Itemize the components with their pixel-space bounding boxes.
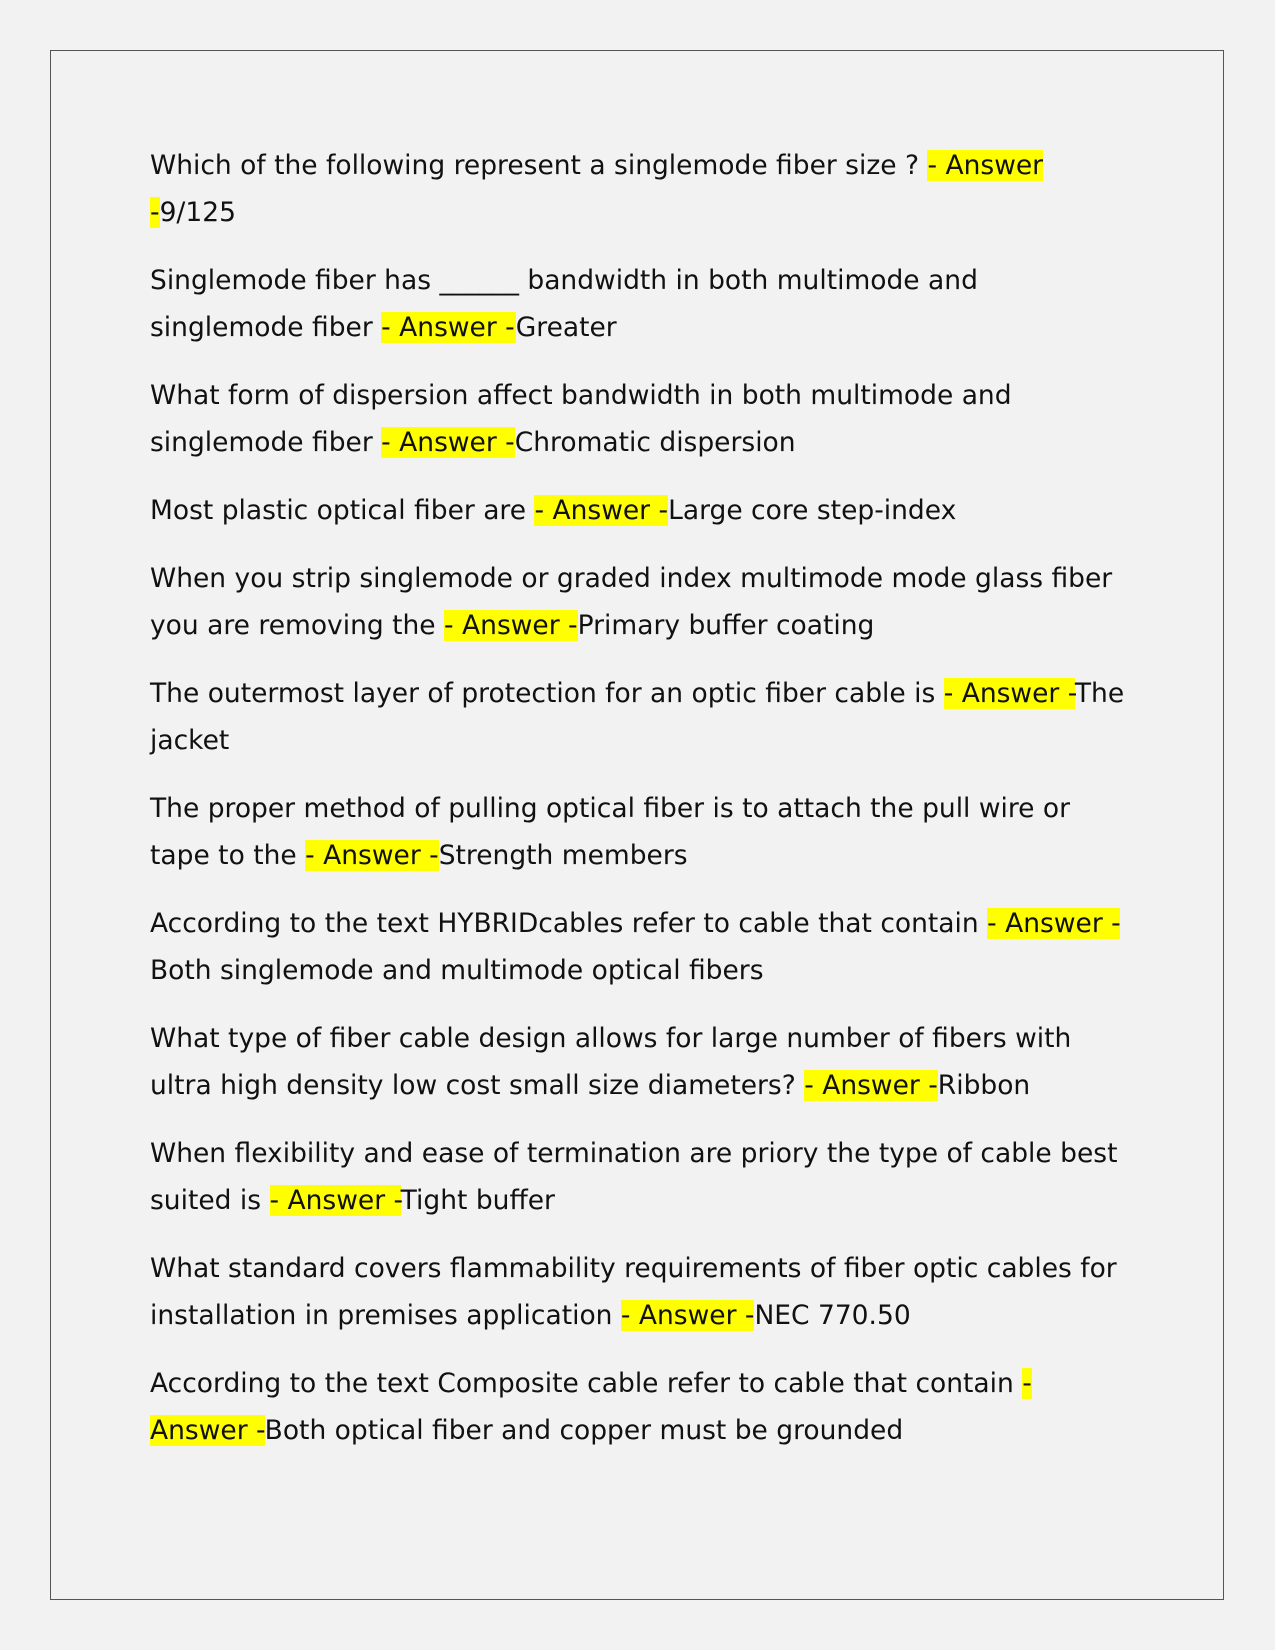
question-text: The outermost layer of protection for an optic fiber cable is — [150, 678, 944, 709]
answer-text: Strength members — [438, 840, 688, 871]
qa-item — [150, 487, 1130, 534]
answer-marker: - Answer - — [381, 312, 516, 343]
qa-list — [150, 142, 1130, 1475]
answer-marker: - Answer - — [150, 150, 1044, 228]
answer-text: The jacket — [150, 678, 1125, 756]
answer-text: Tight buffer — [400, 1185, 555, 1216]
answer-text: Large core step-index — [668, 495, 957, 526]
question-text: Most plastic optical fiber are — [150, 495, 535, 526]
qa-item — [150, 670, 1130, 764]
answer-text: Greater — [515, 312, 617, 343]
answer-marker: - Answer - — [620, 1300, 755, 1331]
qa-item — [150, 785, 1130, 879]
qa-item — [150, 1245, 1130, 1339]
answer-text: Ribbon — [937, 1070, 1031, 1101]
answer-marker: - Answer - — [305, 840, 439, 871]
answer-text: Both optical fiber and copper must be grounded — [264, 1415, 904, 1446]
answer-text: NEC 770.50 — [754, 1300, 911, 1331]
question-text: What form of dispersion affect bandwidth in both multimode and singlemode fiber — [150, 380, 1012, 458]
qa-item — [150, 1130, 1130, 1224]
question-text: Which of the following represent a singlemode fiber size ? — [150, 150, 928, 181]
answer-marker: - Answer - — [804, 1070, 938, 1101]
qa-item — [150, 555, 1130, 649]
question-text: When flexibility and ease of termination are priory the type of cable best suited is — [150, 1138, 1118, 1216]
question-text: The proper method of pulling optical fiber is to attach the pull wire or tape to the — [150, 793, 1071, 871]
answer-marker: - Answer - — [269, 1185, 401, 1216]
qa-item — [150, 142, 1130, 236]
question-text: According to the text Composite cable refer to cable that contain — [150, 1368, 1023, 1399]
qa-item — [150, 257, 1130, 351]
question-text: What type of fiber cable design allows for large number of fibers with ultra high density low cost small size diameters? — [150, 1023, 1072, 1101]
answer-text: Both singlemode and multimode optical fibers — [150, 955, 764, 986]
answer-marker: - Answer - — [987, 908, 1120, 939]
answer-marker: - Answer - — [444, 610, 578, 641]
question-text: According to the text HYBRIDcables refer to cable that contain — [150, 908, 988, 939]
answer-text: 9/125 — [159, 197, 236, 228]
answer-marker: - Answer - — [150, 1368, 1032, 1446]
answer-marker: - Answer - — [381, 427, 515, 458]
answer-marker: - Answer - — [534, 495, 669, 526]
question-text: When you strip singlemode or graded index multimode mode glass fiber you are removing the — [150, 563, 1113, 641]
qa-item — [150, 372, 1130, 466]
answer-marker: - Answer - — [943, 678, 1075, 709]
answer-text: Primary buffer coating — [577, 610, 875, 641]
answer-text: Chromatic dispersion — [514, 427, 796, 458]
qa-item — [150, 900, 1130, 994]
qa-item — [150, 1360, 1130, 1454]
question-text: Singlemode fiber has ______ bandwidth in both multimode and singlemode fiber — [150, 265, 978, 343]
question-text: What standard covers flammability requirements of fiber optic cables for installation in premises application — [150, 1253, 1117, 1331]
qa-item — [150, 1015, 1130, 1109]
